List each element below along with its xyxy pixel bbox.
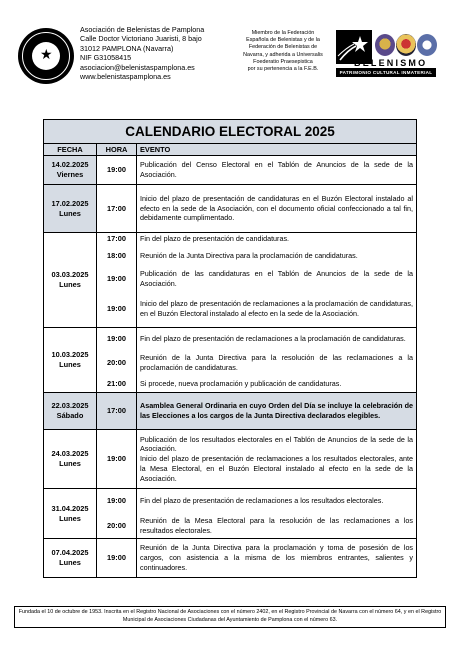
event-text: Si procede, nueva proclamación y publicación de candidaturas. bbox=[140, 379, 342, 389]
org-name: Asociación de Belenistas de Pamplona bbox=[80, 25, 205, 34]
table-row bbox=[44, 489, 417, 539]
event-text: Fin del plazo de presentación de reclamaciones a los resultados electorales. bbox=[140, 496, 384, 506]
event-text: Fin del plazo de presentación de candidaturas. bbox=[140, 234, 290, 244]
event-cell bbox=[137, 185, 417, 233]
fed-line: Foederatio Praesepistica bbox=[253, 58, 313, 65]
org-address: Calle Doctor Victoriano Juaristi, 8 bajo bbox=[80, 34, 202, 44]
fed-line: Miembro de la Federación bbox=[251, 30, 315, 36]
time-value: 18:00 bbox=[107, 251, 126, 260]
table-row bbox=[44, 185, 417, 233]
time-value: 17:00 bbox=[107, 234, 126, 243]
event-text: Inicio del plazo de presentación de candidaturas en el Buzón Electoral instalado al efecto en la sede de la Asociación, con el documento oficial confeccionado a tal fin, debidamente cumplimentado. bbox=[140, 193, 414, 223]
time-value: 19:00 bbox=[107, 165, 126, 174]
belenismo-wordmark: BELENISMO bbox=[354, 58, 428, 68]
event-text: Fin del plazo de presentación de reclamaciones a la proclamación de candidaturas. bbox=[140, 334, 406, 344]
time-cell bbox=[97, 185, 137, 233]
time-value: 21:00 bbox=[107, 379, 126, 388]
date-cell bbox=[44, 430, 97, 489]
event-text: Inicio del plazo de presentación de reclamaciones a la proclamación de candidaturas, en el Buzón Electoral instalado al efecto en la sede de la Asociación. bbox=[140, 299, 414, 318]
time-cell bbox=[97, 430, 137, 489]
column-header-evento: EVENTO bbox=[137, 144, 417, 156]
time-cell bbox=[97, 328, 137, 393]
event-text: Asamblea General Ordinaria en cuyo Orden del Día se incluye la celebración de las Elecciones a los cargos de la Junta Directiva declarados elegibles. bbox=[140, 401, 414, 420]
time-value: 19:00 bbox=[107, 274, 126, 283]
time-cell bbox=[97, 489, 137, 539]
column-header-fecha: FECHA bbox=[44, 144, 97, 156]
patrimonio-banner: PATRIMONIO CULTURAL INMATERIAL bbox=[336, 68, 436, 77]
date-cell bbox=[44, 233, 97, 328]
date-cell bbox=[44, 539, 97, 578]
star-emblem-icon: ★ bbox=[18, 28, 74, 84]
day-name: Viernes bbox=[56, 170, 84, 179]
date-value: 10.03.2025 bbox=[51, 350, 89, 359]
column-header-hora: HORA bbox=[97, 144, 137, 156]
day-name: Lunes bbox=[59, 558, 81, 567]
org-city: 31012 PAMPLONA (Navarra) bbox=[80, 43, 174, 53]
electoral-calendar bbox=[43, 119, 416, 578]
date-cell bbox=[44, 489, 97, 539]
event-text: Publicación de los resultados electorales en el Tablón de Anuncios de la sede de la Asociación. bbox=[140, 434, 414, 454]
event-cell bbox=[137, 328, 417, 393]
table-row bbox=[44, 233, 417, 328]
event-text: Reunión de la Mesa Electoral para la resolución de las reclamaciones a los resultados electorales. bbox=[140, 515, 414, 535]
table-row bbox=[44, 539, 417, 578]
day-name: Sábado bbox=[56, 411, 84, 420]
date-value: 24.03.2025 bbox=[51, 449, 89, 458]
time-value: 19:00 bbox=[107, 553, 126, 562]
event-cell bbox=[137, 393, 417, 430]
fed-line: Española de Belenistas y de la bbox=[246, 37, 320, 44]
fed-line: Federación de Belenistas de bbox=[248, 44, 318, 51]
time-value: 19:00 bbox=[107, 496, 126, 505]
event-cell bbox=[137, 233, 417, 328]
day-name: Lunes bbox=[59, 513, 81, 523]
date-cell bbox=[44, 393, 97, 430]
event-cell bbox=[137, 430, 417, 489]
table-row bbox=[44, 328, 417, 393]
organization-info bbox=[80, 25, 204, 81]
day-name: Lunes bbox=[59, 208, 81, 218]
calendar-title: CALENDARIO ELECTORAL 2025 bbox=[44, 120, 417, 144]
event-text: Inicio del plazo de presentación de reclamaciones a los resultados electorales, ante la Mesa Electoral, en el Buzón Electoral instalado al efecto en la sede de la Asociación. bbox=[140, 454, 414, 483]
date-cell bbox=[44, 328, 97, 393]
table-row bbox=[44, 393, 417, 430]
time-value: 17:00 bbox=[107, 406, 126, 415]
date-value: 17.02.2025 bbox=[51, 198, 89, 208]
org-email: asociacion@belenistaspamplona.es bbox=[80, 62, 195, 72]
day-name: Lunes bbox=[59, 280, 81, 289]
org-website: www.belenistaspamplona.es bbox=[80, 72, 171, 82]
event-text: Publicación del Censo Electoral en el Tablón de Anuncios de la sede de la Asociación. bbox=[140, 160, 414, 179]
event-cell bbox=[137, 539, 417, 578]
event-text: Reunión de la Junta Directiva para la resolución de las reclamaciones a la proclamación de candidaturas. bbox=[140, 353, 414, 372]
date-value: 14.02.2025 bbox=[51, 160, 89, 169]
registration-footer: Fundada el 10 de octubre de 1953. Inscrita en el Registro Nacional de Asociaciones con el número 2402, en el Registro Provincial de Navarra con el número 64, y en el Registro Municipal de Asociaciones Ciudadanas del Ayuntamiento de Pamplona con el número 63. bbox=[14, 606, 446, 628]
date-value: 07.04.2025 bbox=[51, 548, 89, 557]
time-cell bbox=[97, 539, 137, 578]
time-value: 19:00 bbox=[107, 304, 126, 313]
table-row bbox=[44, 430, 417, 489]
event-text: Publicación de las candidaturas en el Tablón de Anuncios de la sede de la Asociación. bbox=[140, 269, 414, 288]
date-cell bbox=[44, 185, 97, 233]
time-value: 19:00 bbox=[107, 334, 126, 343]
universalis-badge-icon bbox=[417, 34, 437, 56]
event-cell bbox=[137, 489, 417, 539]
event-cell bbox=[137, 156, 417, 185]
fed-line: por su pertenencia a la F.E.B. bbox=[247, 66, 319, 73]
event-text: Reunión de la Junta Directiva para la proclamación de candidaturas. bbox=[140, 251, 358, 261]
time-value: 19:00 bbox=[107, 454, 126, 463]
time-value: 20:00 bbox=[107, 358, 126, 367]
time-value: 20:00 bbox=[107, 520, 126, 530]
time-cell bbox=[97, 156, 137, 185]
time-value: 17:00 bbox=[107, 203, 126, 213]
time-cell bbox=[97, 233, 137, 328]
date-value: 03.03.2025 bbox=[51, 270, 89, 279]
event-text: Reunión de la Junta Directiva para la proclamación y toma de posesión de los cargos, con asistencia a la misma de los miembros entrantes, salientes y continuadores. bbox=[140, 543, 414, 572]
federation-info bbox=[228, 30, 338, 73]
day-name: Lunes bbox=[59, 360, 81, 369]
time-cell bbox=[97, 393, 137, 430]
day-name: Lunes bbox=[59, 459, 81, 468]
org-nif: NIF G31058415 bbox=[80, 53, 132, 63]
letterhead bbox=[0, 0, 460, 100]
date-value: 31.04.2025 bbox=[51, 503, 89, 513]
table-row bbox=[44, 156, 417, 185]
calendar-table bbox=[43, 119, 417, 578]
federation-badge-icon bbox=[375, 34, 395, 56]
date-value: 22.03.2025 bbox=[51, 401, 89, 410]
fed-line: Navarra, y adherida a Universalis bbox=[243, 51, 323, 58]
navarra-badge-icon bbox=[396, 34, 416, 56]
date-cell bbox=[44, 156, 97, 185]
